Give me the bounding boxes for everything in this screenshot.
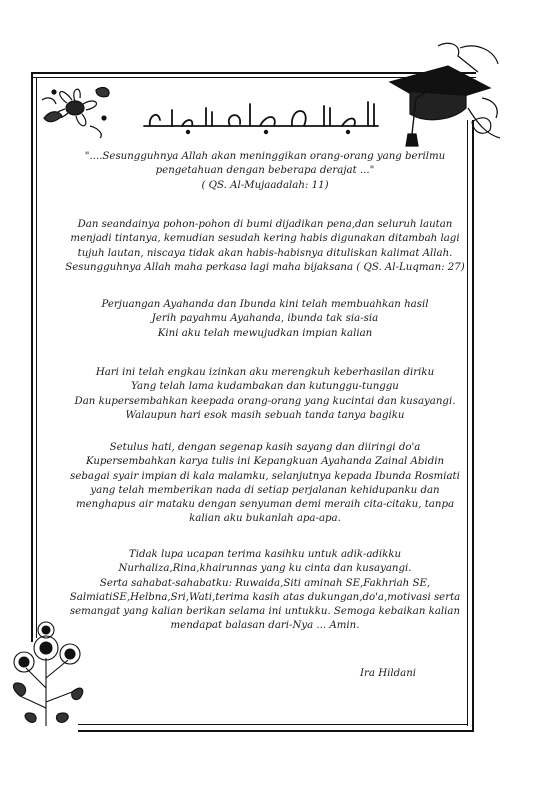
text-line: "....Sesungguhnya Allah akan meninggikan orang-orang yang berilmu <box>84 151 446 162</box>
text-line: menjadi tintanya, kemudian sesudah kering habis digunakan ditambah lagi <box>70 233 460 245</box>
quran-quote-mujaadalah <box>50 150 480 193</box>
text-line: Perjuangan Ayahanda dan Ibunda kini telah membuahkan hasil <box>101 299 429 310</box>
text-line: kalian aku bukanlah apa-apa. <box>189 513 341 525</box>
frame-border-left <box>31 72 33 642</box>
text-line: pengetahuan dengan beberapa derajat ..." <box>155 165 375 177</box>
text-line: Setulus hati, dengan segenap kasih sayang dan diiringi do'a <box>109 442 421 453</box>
flower-bouquet-icon <box>6 618 88 728</box>
dedication-paragraph-parents <box>50 298 480 341</box>
text-line: semangat yang kalian berikan selama ini untukku. Semoga kebaikan kalian <box>69 606 461 618</box>
graduation-cap-icon <box>386 38 504 150</box>
text-line: Sesungguhnya Allah maha perkasa lagi maha bijaksana ( QS. Al-Luqman: 27) <box>65 261 465 273</box>
flower-ornament-icon <box>34 78 116 140</box>
frame-border-bottom <box>78 730 474 732</box>
frame-border-right <box>472 120 474 732</box>
text-line: Yang telah lama kudambakan dan kutunggu-tunggu <box>131 381 399 393</box>
frame-border-bottom-inner <box>78 724 468 725</box>
text-line: tujuh lautan, niscaya tidak akan habis-habisnya dituliskan kalimat Allah. <box>77 247 453 259</box>
frame-border-left-inner <box>36 78 37 638</box>
text-line: Kupersembahkan karya tulis ini Kepangkuan Ayahanda Zainal Abidin <box>85 456 445 468</box>
text-line: menghapus air mataku dengan senyuman demi meraih cita-citaku, tanpa <box>75 499 455 511</box>
text-line: Dan seandainya pohon-pohon di bumi dijadikan pena,dan seluruh lautan <box>77 219 453 230</box>
text-line: ( QS. Al-Mujaadalah: 11) <box>201 179 329 191</box>
text-line: yang telah memberikan nada di setiap perjalanan kehidupanku dan <box>90 484 440 496</box>
dedication-paragraph-thanks <box>50 548 480 634</box>
text-line: Kini aku telah mewujudkan impian kalian <box>157 327 373 339</box>
text-line: Jerih payahmu Ayahanda, ibunda tak sia-sia <box>151 313 379 325</box>
text-line: sebagai syair impian di kala malamku, selanjutnya kepada Ibunda Rosmiati <box>70 470 460 482</box>
text-line: mendapat balasan dari-Nya ... Amin. <box>170 620 360 632</box>
text-line: Hari ini telah engkau izinkan aku merengkuh keberhasilan diriku <box>95 367 435 378</box>
text-line: Tidak lupa ucapan terima kasihku untuk adik-adikku <box>128 549 402 560</box>
text-line: Walaupun hari esok masih sebuah tanda tanya bagiku <box>125 409 405 421</box>
signature-name: Ira Hildani <box>360 668 417 679</box>
quran-quote-luqman <box>50 218 480 275</box>
text-line: SalmiatiSE,Helbna,Sri,Wati,terima kasih atas dukungan,do'a,motivasi serta <box>69 591 461 603</box>
text-line: Dan kupersembahkan keepada orang-orang yang kucintai dan kusayangi. <box>74 395 456 407</box>
dedication-paragraph-family <box>50 441 480 527</box>
dedication-paragraph-success <box>50 366 480 423</box>
bismillah-calligraphy-icon <box>142 96 382 136</box>
text-line: Serta sahabat-sahabatku: Ruwaida,Siti aminah SE,Fakhriah SE, <box>99 577 431 589</box>
text-line: Nurhaliza,Rina,khairunnas yang ku cinta dan kusayangi. <box>118 563 412 575</box>
